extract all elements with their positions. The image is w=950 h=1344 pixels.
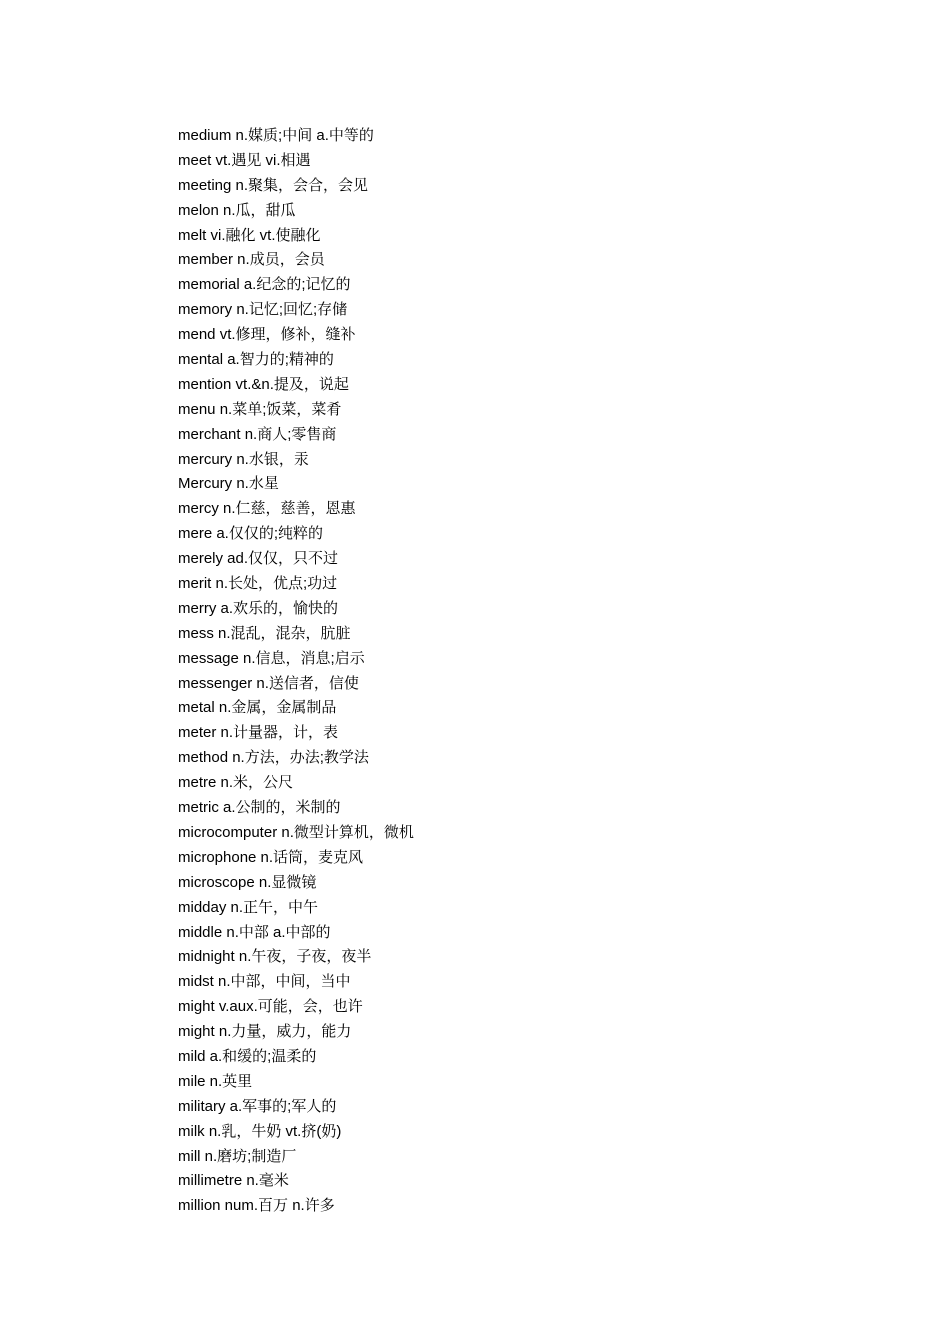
vocabulary-entry: merry a.欢乐的，愉快的 (178, 599, 339, 617)
vocabulary-entry: microscope n.显微镜 (178, 873, 317, 891)
vocabulary-entry: mess n.混乱，混杂，肮脏 (178, 624, 351, 642)
vocabulary-entry: menu n.菜单;饭菜，菜肴 (178, 400, 342, 418)
vocabulary-entry: melt vi.融化 vt.使融化 (178, 226, 321, 244)
vocabulary-entry: mercury n.水银，汞 (178, 450, 309, 468)
vocabulary-entry: mental a.智力的;精神的 (178, 351, 334, 369)
vocabulary-entry: meter n.计量器，计，表 (178, 724, 339, 742)
vocabulary-entry: microcomputer n.微型计算机，微机 (178, 823, 414, 841)
vocabulary-entry: million num.百万 n.许多 (178, 1197, 335, 1215)
vocabulary-entry: messenger n.送信者，信使 (178, 674, 359, 692)
vocabulary-entry: merely ad.仅仅，只不过 (178, 550, 339, 568)
vocabulary-entry: midday n.正午，中午 (178, 898, 319, 916)
vocabulary-entry: midnight n.午夜，子夜，夜半 (178, 948, 372, 966)
vocabulary-entry: medium n.媒质;中间 a.中等的 (178, 127, 374, 144)
vocabulary-entry: midst n.中部，中间，当中 (178, 973, 351, 991)
vocabulary-entry: metal n.金属，金属制品 (178, 699, 337, 717)
vocabulary-entry: message n.信息，消息;启示 (178, 649, 365, 667)
vocabulary-entry: might n.力量，威力，能力 (178, 1023, 352, 1041)
vocabulary-entry: mend vt.修理，修补，缝补 (178, 326, 356, 344)
vocabulary-entry: Mercury n.水星 (178, 475, 279, 493)
vocabulary-entry: millimetre n.毫米 (178, 1172, 289, 1190)
vocabulary-entry: meeting n.聚集，会合，会见 (178, 176, 369, 194)
vocabulary-entry: method n.方法，办法;教学法 (178, 749, 369, 767)
vocabulary-entry: merit n.长处，优点;功过 (178, 575, 338, 593)
vocabulary-entry: merchant n.商人;零售商 (178, 425, 337, 443)
vocabulary-entry: mile n.英里 (178, 1072, 253, 1090)
vocabulary-entry: metric a.公制的，米制的 (178, 799, 341, 817)
vocabulary-entry: might v.aux.可能，会，也许 (178, 998, 363, 1016)
vocabulary-entry: microphone n.话筒，麦克风 (178, 848, 364, 866)
vocabulary-entry: member n.成员，会员 (178, 251, 325, 269)
vocabulary-entry: metre n.米，公尺 (178, 774, 294, 792)
vocabulary-entry: memorial a.纪念的;记忆的 (178, 276, 351, 294)
vocabulary-entry: mere a.仅仅的;纯粹的 (178, 525, 324, 543)
vocabulary-entry: mill n.磨坊;制造厂 (178, 1147, 297, 1165)
vocabulary-list (178, 124, 414, 1219)
vocabulary-entry: milk n.乳，牛奶 vt.挤(奶) (178, 1122, 342, 1140)
vocabulary-entry: memory n.记忆;回忆;存储 (178, 301, 348, 319)
vocabulary-entry: military a.军事的;军人的 (178, 1097, 337, 1115)
vocabulary-entry: mercy n.仁慈，慈善，恩惠 (178, 500, 356, 518)
vocabulary-entry: melon n.瓜，甜瓜 (178, 201, 296, 219)
vocabulary-entry: middle n.中部 a.中部的 (178, 923, 331, 941)
vocabulary-entry: mention vt.&n.提及，说起 (178, 375, 349, 393)
vocabulary-entry: mild a.和缓的;温柔的 (178, 1047, 317, 1065)
vocabulary-entry: meet vt.遇见 vi.相遇 (178, 151, 311, 169)
